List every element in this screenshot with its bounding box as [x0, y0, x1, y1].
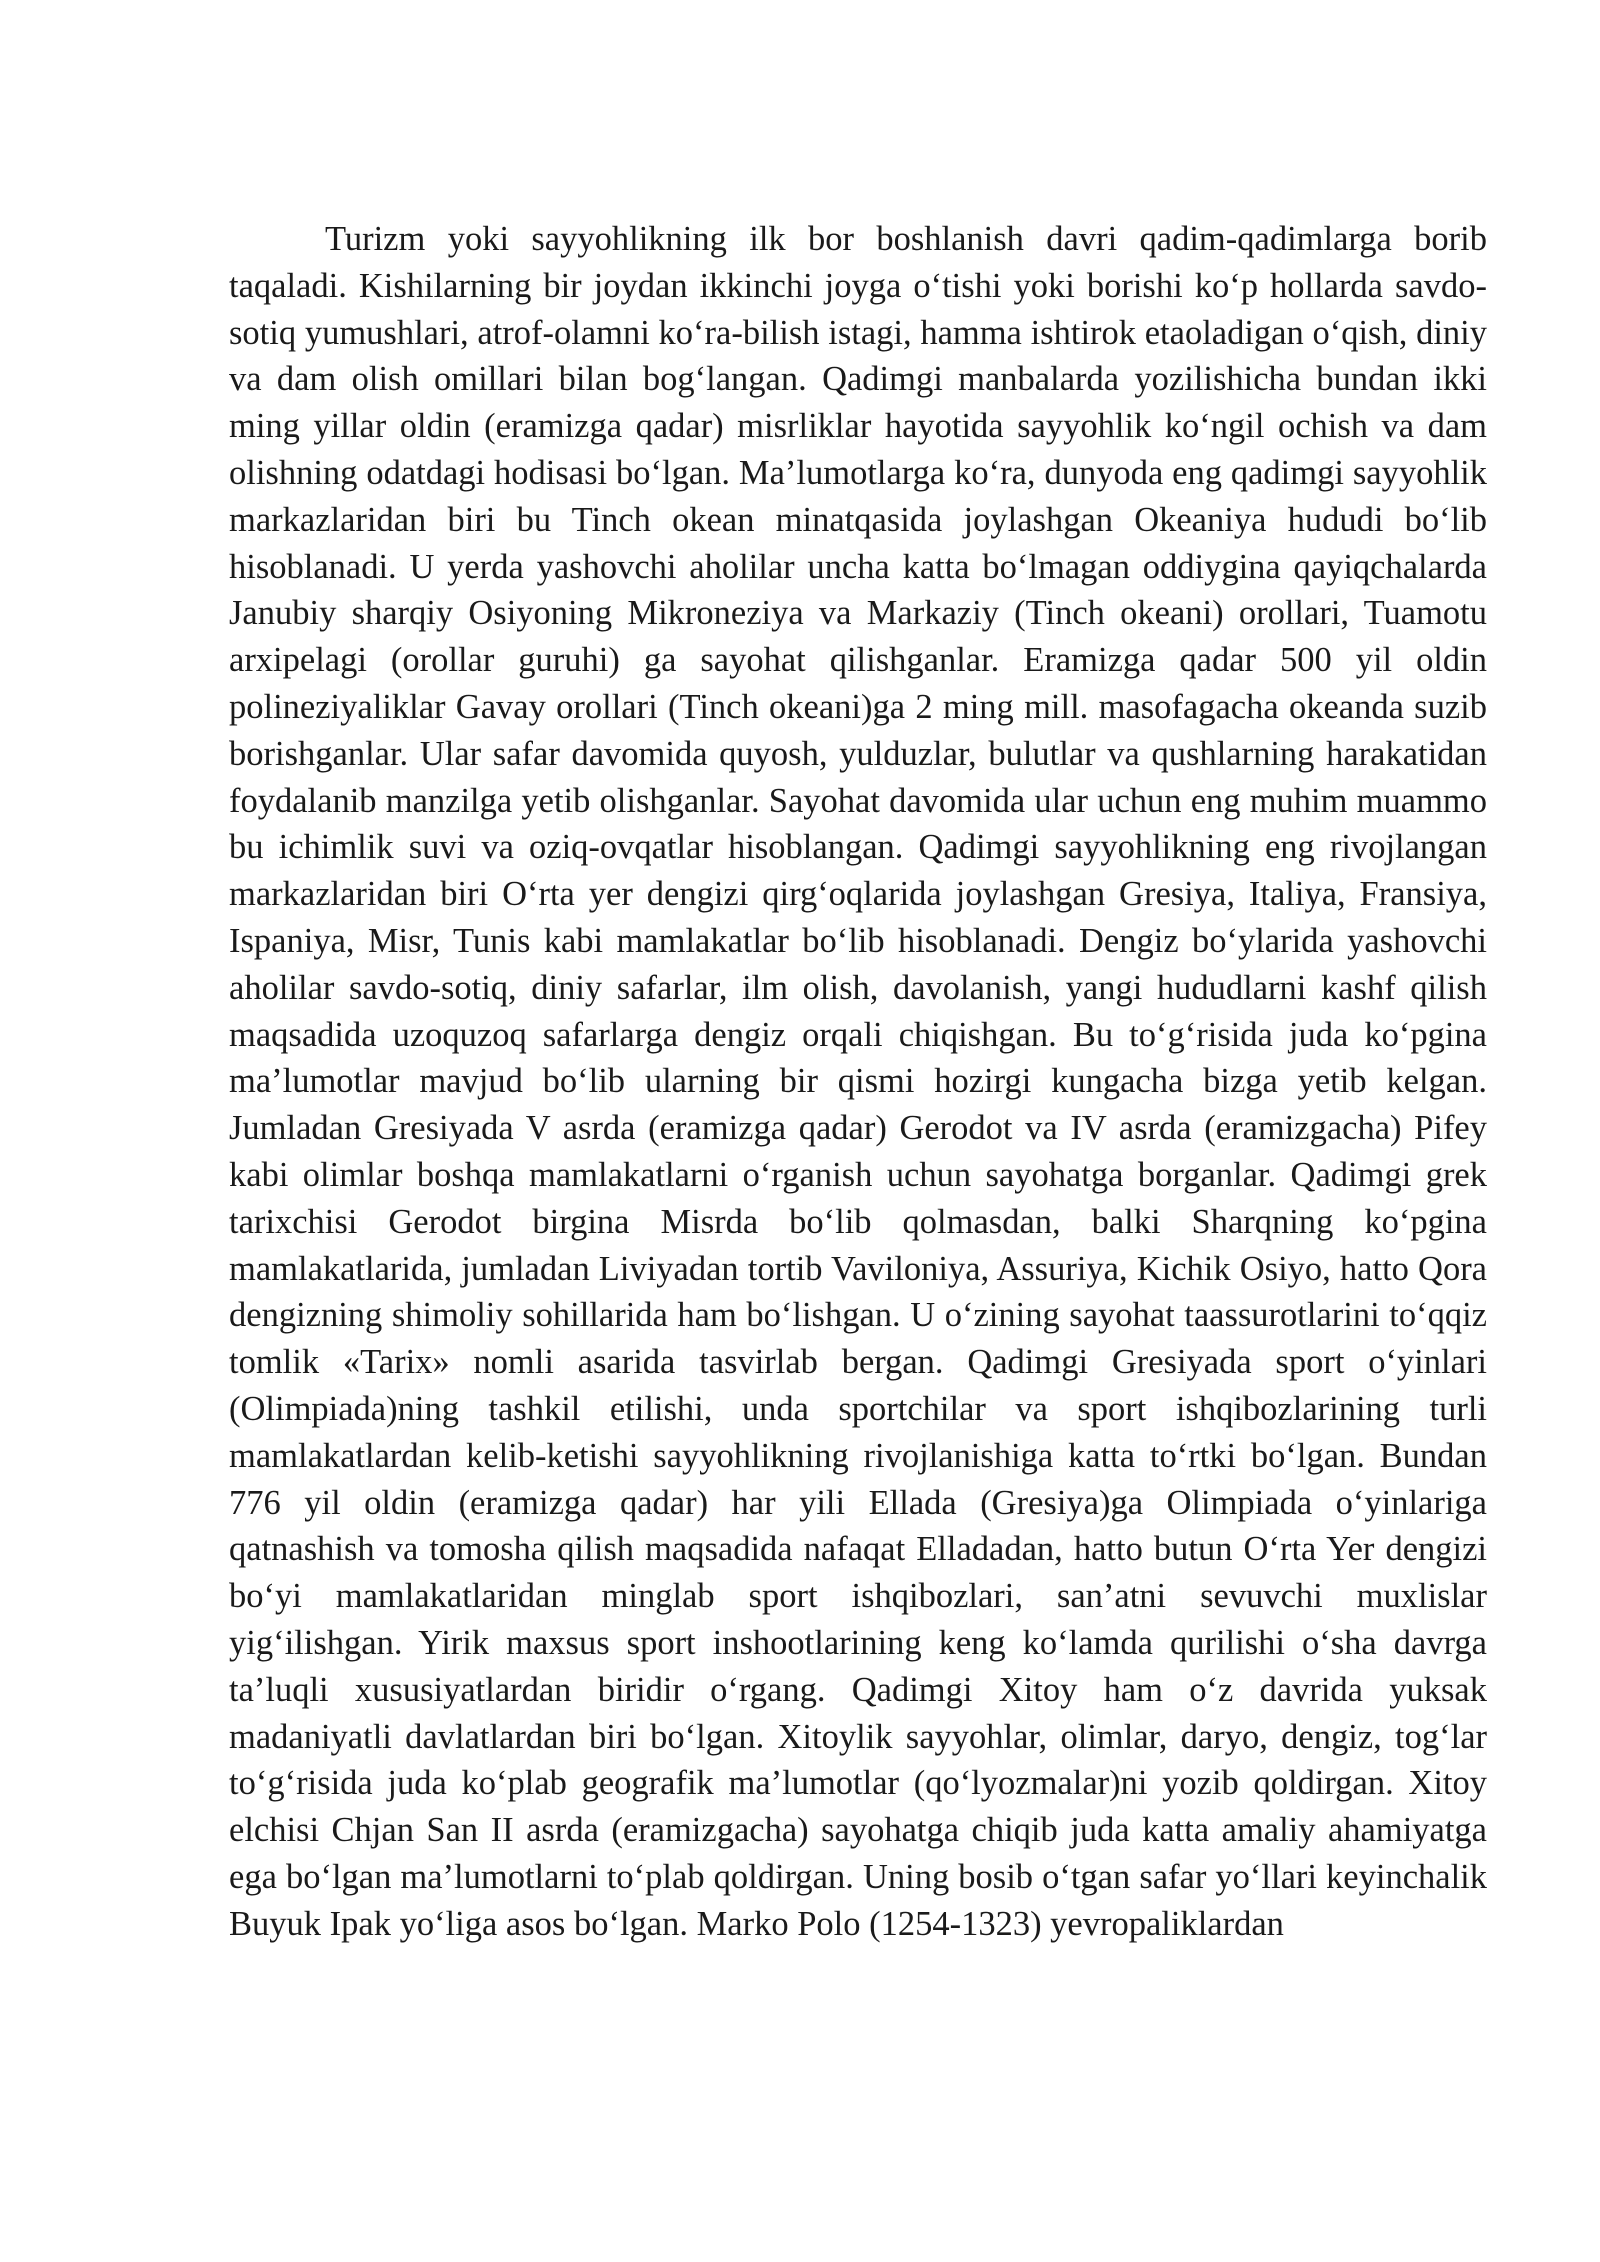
body-paragraph: Turizm yoki sayyohlikning ilk bor boshlanish davri qadim-qadimlarga borib taqaladi. Kishilarning bir joydan ikkinchi joyga o‘tishi yoki borishi ko‘p hollarda savdo-sotiq yumushlari, atrof-olamni ko‘ra-bilish istagi, hamma ishtirok etaoladigan o‘qish, diniy va dam olish omillari bilan bog‘langan. Qadimgi manbalarda yozilishicha bundan ikki ming yillar oldin (eramizga qadar) misrliklar hayotida sayyohlik ko‘ngil ochish va dam olishning odatdagi hodisasi bo‘lgan. Ma’lumotlarga ko‘ra, dunyoda eng qadimgi sayyohlik markazlaridan biri bu Tinch okean minatqasida joylashgan Okeaniya hududi bo‘lib hisoblanadi. U yerda yashovchi aholilar uncha katta bo‘lmagan oddiygina qayiqchalarda Janubiy sharqiy Osiyoning Mikroneziya va Markaziy (Tinch okeani) orollari, Tuamotu arxipelagi (orollar guruhi) ga sayohat qilishganlar. Eramizga qadar 500 yil oldin polineziyaliklar Gavay orollari (Tinch okeani)ga 2 ming mill. masofagacha okeanda suzib borishganlar. Ular safar davomida quyosh, yulduzlar, bulutlar va qushlarning harakatidan foydalanib manzilga yetib olishganlar. Sayohat davomida ular uchun eng muhim muammo bu ichimlik suvi va oziq-ovqatlar hisoblangan. Qadimgi sayyohlikning eng rivojlangan markazlaridan biri O‘rta yer dengizi qirg‘oqlarida joylashgan Gresiya, Italiya, Fransiya, Ispaniya, Misr, Tunis kabi mamlakatlar bo‘lib hisoblanadi. Dengiz bo‘ylarida yashovchi aholilar savdo-sotiq, diniy safarlar, ilm olish, davolanish, yangi hududlarni kashf qilish maqsadida uzoquzoq safarlarga dengiz orqali chiqishgan. Bu to‘g‘risida juda ko‘pgina ma’lumotlar mavjud bo‘lib ularning bir qismi hozirgi kungacha bizga yetib kelgan. Jumladan Gresiyada V asrda (eramizga qadar) Gerodot va IV asrda (eramizgacha) Pifey kabi olimlar boshqa mamlakatlarni o‘rganish uchun sayohatga borganlar. Qadimgi grek tarixchisi Gerodot birgina Misrda bo‘lib qolmasdan, balki Sharqning ko‘pgina mamlakatlarida, jumladan Liviyadan tortib Vaviloniya, Assuriya, Kichik Osiyo, hatto Qora dengizning shimoliy sohillarida ham bo‘lishgan. U o‘zining sayohat taassurotlarini to‘qqiz tomlik «Tarix» nomli asarida tasvirlab bergan. Qadimgi Gresiyada sport o‘yinlari (Olimpiada)ning tashkil etilishi, unda sportchilar va sport ishqibozlarining turli mamlakatlardan kelib-ketishi sayyohlikning rivojlanishiga katta to‘rtki bo‘lgan. Bundan 776 yil oldin (eramizga qadar) har yili Ellada (Gresiya)ga Olimpiada o‘yinlariga qatnashish va tomosha qilish maqsadida nafaqat Elladadan, hatto butun O‘rta Yer dengizi bo‘yi mamlakatlaridan minglab sport ishqibozlari, san’atni sevuvchi muxlislar yig‘ilishgan. Yirik maxsus sport inshootlarining keng ko‘lamda qurilishi o‘sha davrga ta’luqli xususiyatlardan biridir o‘rgang. Qadimgi Xitoy ham o‘z davrida yuksak madaniyatli davlatlardan biri bo‘lgan. Xitoylik sayyohlar, olimlar, daryo, dengiz, tog‘lar to‘g‘risida juda ko‘plab geografik ma’lumotlar (qo‘lyozmalar)ni yozib qoldirgan. Xitoy elchisi Chjan San II asrda (eramizgacha) sayohatga chiqib juda katta amaliy ahamiyatga ega bo‘lgan ma’lumotlarni to‘plab qoldirgan. Uning bosib o‘tgan safar yo‘llari keyinchalik Buyuk Ipak yo‘liga asos bo‘lgan. Marko Polo (1254-1323) yevropaliklardan: [229, 220, 1487, 1943]
